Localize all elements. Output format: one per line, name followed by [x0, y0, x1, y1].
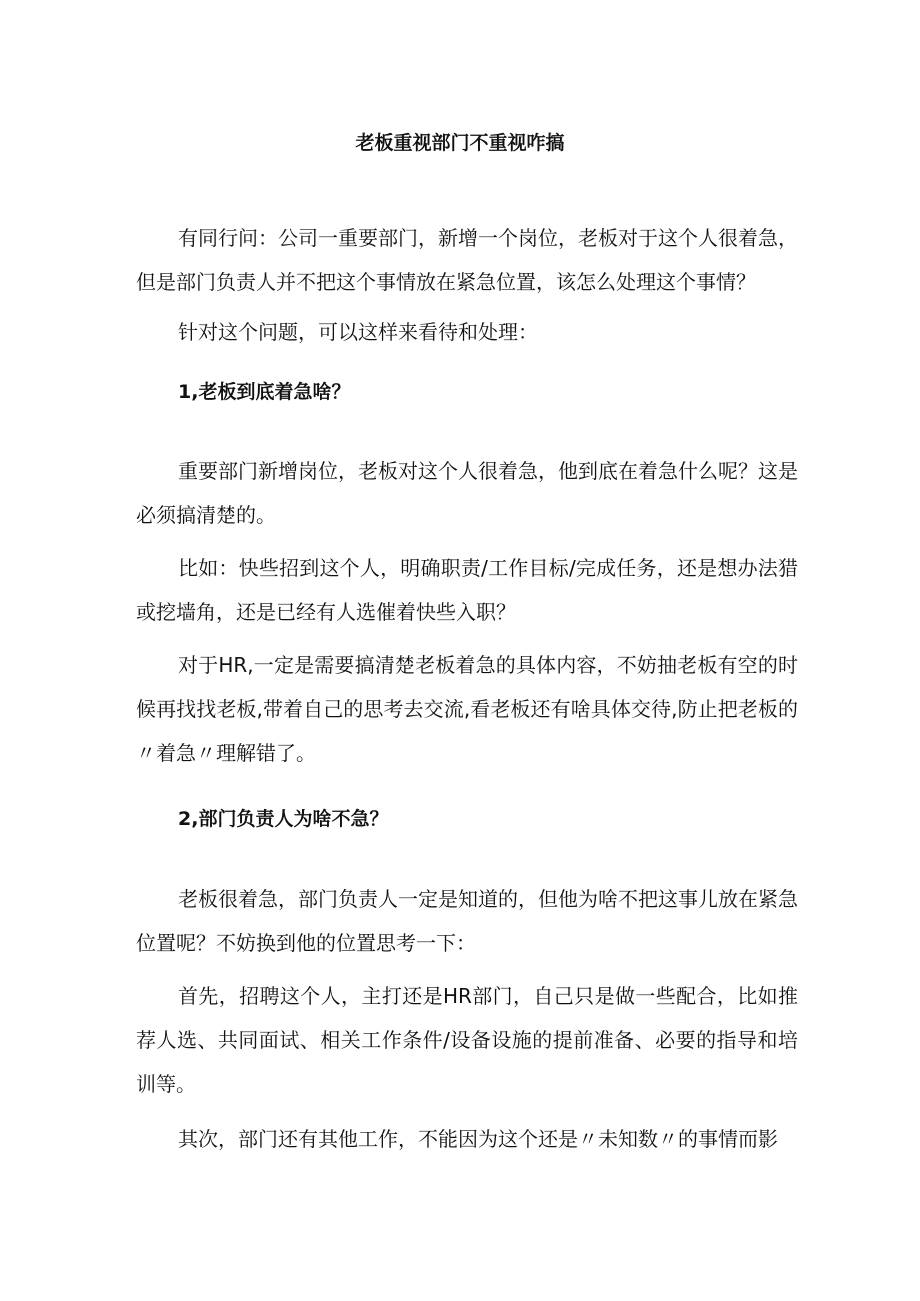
paragraph-examples: 比如：快些招到这个人，明确职责/工作目标/完成任务，还是想办法猎或挖墙角，还是已经有人选催着快些入职？	[136, 556, 798, 624]
section-heading-2: 2,部门负责人为啥不急？	[178, 808, 389, 830]
paragraph-second: 其次，部门还有其他工作，不能因为这个还是〃未知数〃的事情而影	[178, 1127, 778, 1151]
section-heading-1: 1,老板到底着急啥？	[178, 381, 351, 403]
paragraph-question: 有同行问：公司一重要部门，新增一个岗位，老板对于这个人很着急，但是部门负责人并不把这个事情放在紧急位置，该怎么处理这个事情？	[136, 226, 798, 294]
paragraph-first: 首先，招聘这个人，主打还是HR部门，自己只是做一些配合，比如推荐人选、共同面试、相关工作条件/设备设施的提前准备、必要的指导和培训等。	[136, 984, 798, 1096]
paragraph-intro: 针对这个问题，可以这样来看待和处理：	[178, 320, 538, 344]
document-title: 老板重视部门不重视咋搞	[355, 132, 565, 154]
paragraph-boss-urgency: 重要部门新增岗位，老板对这个人很着急，他到底在着急什么呢？这是必须搞清楚的。	[136, 459, 798, 527]
paragraph-dept-head: 老板很着急，部门负责人一定是知道的，但他为啥不把这事儿放在紧急位置呢？不妨换到他的位置思考一下：	[136, 887, 798, 955]
paragraph-hr-advice: 对于HR,一定是需要搞清楚老板着急的具体内容，不妨抽老板有空的时候再找找老板,带着自己的思考去交流,看老板还有啥具体交待,防止把老板的〃着急〃理解错了。	[136, 653, 798, 765]
